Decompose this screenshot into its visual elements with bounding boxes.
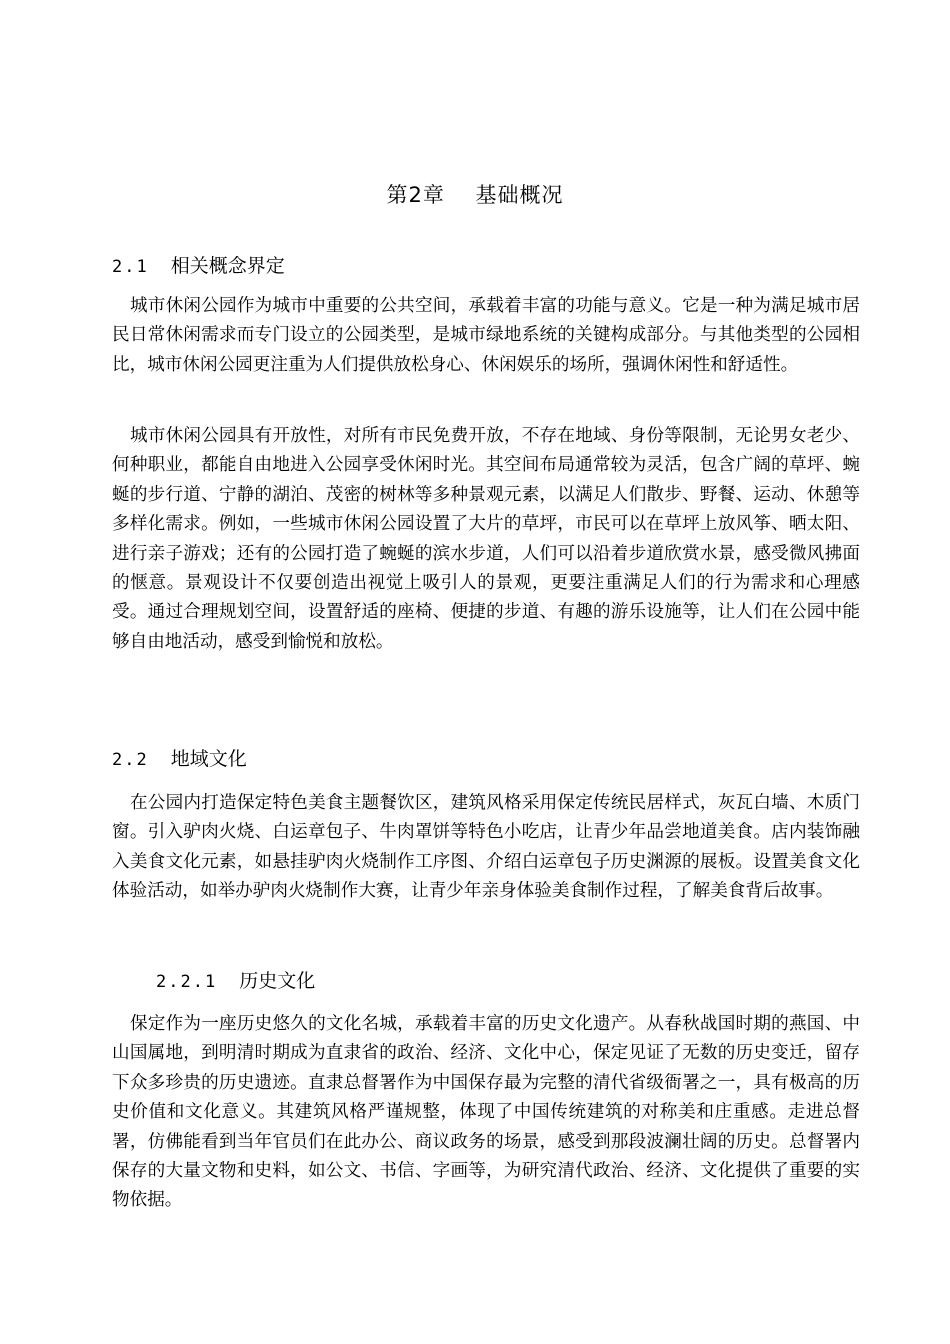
chapter-title: 第2章 基础概况 [386, 183, 564, 207]
section-heading-2-1 [112, 252, 285, 281]
section-heading-2-2-1 [156, 967, 315, 996]
section-number: 2.2 [112, 750, 149, 770]
section-title: 地域文化 [170, 748, 247, 770]
section-heading-2-2 [112, 745, 247, 774]
paragraph: 保定作为一座历史悠久的文化名城，承载着丰富的历史文化遗产。从春秋战国时期的燕国、中山国属地，到明清时期成为直隶省的政治、经济、文化中心，保定见证了无数的历史变迁，留存下众多珍贵的历史遗迹。直隶总督署作为中国保存最为完整的清代省级衙署之一，具有极高的历史价值和文化意义。其建筑风格严谨规整，体现了中国传统建筑的对称美和庄重感。走进总督署，仿佛能看到当年官员们在此办公、商议政务的场景，感受到那段波澜壮阔的历史。总督署内保存的大量文物和史料，如公文、书信、字画等，为研究清代政治、经济、文化提供了重要的实物依据。 [112, 1014, 860, 1211]
section-title: 相关概念界定 [170, 255, 285, 277]
paragraph: 在公园内打造保定特色美食主题餐饮区，建筑风格采用保定传统民居样式，灰瓦白墙、木质门窗。引入驴肉火烧、白运章包子、牛肉罩饼等特色小吃店，让青少年品尝地道美食。店内装饰融入美食文化元素，如悬挂驴肉火烧制作工序图、介绍白运章包子历史渊源的展板。设置美食文化体验活动，如举办驴肉火烧制作大赛，让青少年亲身体验美食制作过程，了解美食背后故事。 [112, 793, 860, 902]
section-title: 历史文化 [239, 970, 316, 992]
section-number: 2.1 [112, 257, 149, 277]
section-number: 2.2.1 [156, 972, 218, 992]
paragraph: 城市休闲公园作为城市中重要的公共空间，承载着丰富的功能与意义。它是一种为满足城市居民日常休闲需求而专门设立的公园类型，是城市绿地系统的关键构成部分。与其他类型的公园相比，城市休闲公园更注重为人们提供放松身心、休闲娱乐的场所，强调休闲性和舒适性。 [112, 296, 860, 375]
paragraph: 城市休闲公园具有开放性，对所有市民免费开放，不存在地域、身份等限制，无论男女老少、何种职业，都能自由地进入公园享受休闲时光。其空间布局通常较为灵活，包含广阔的草坪、蜿蜒的步行道、宁静的湖泊、茂密的树林等多种景观元素，以满足人们散步、野餐、运动、休憩等多样化需求。例如，一些城市休闲公园设置了大片的草坪，市民可以在草坪上放风筝、晒太阳、进行亲子游戏；还有的公园打造了蜿蜒的滨水步道，人们可以沿着步道欣赏水景，感受微风拂面的惬意。景观设计不仅要创造出视觉上吸引人的景观，更要注重满足人们的行为需求和心理感受。通过合理规划空间，设置舒适的座椅、便捷的步道、有趣的游乐设施等，让人们在公园中能够自由地活动，感受到愉悦和放松。 [112, 426, 860, 652]
